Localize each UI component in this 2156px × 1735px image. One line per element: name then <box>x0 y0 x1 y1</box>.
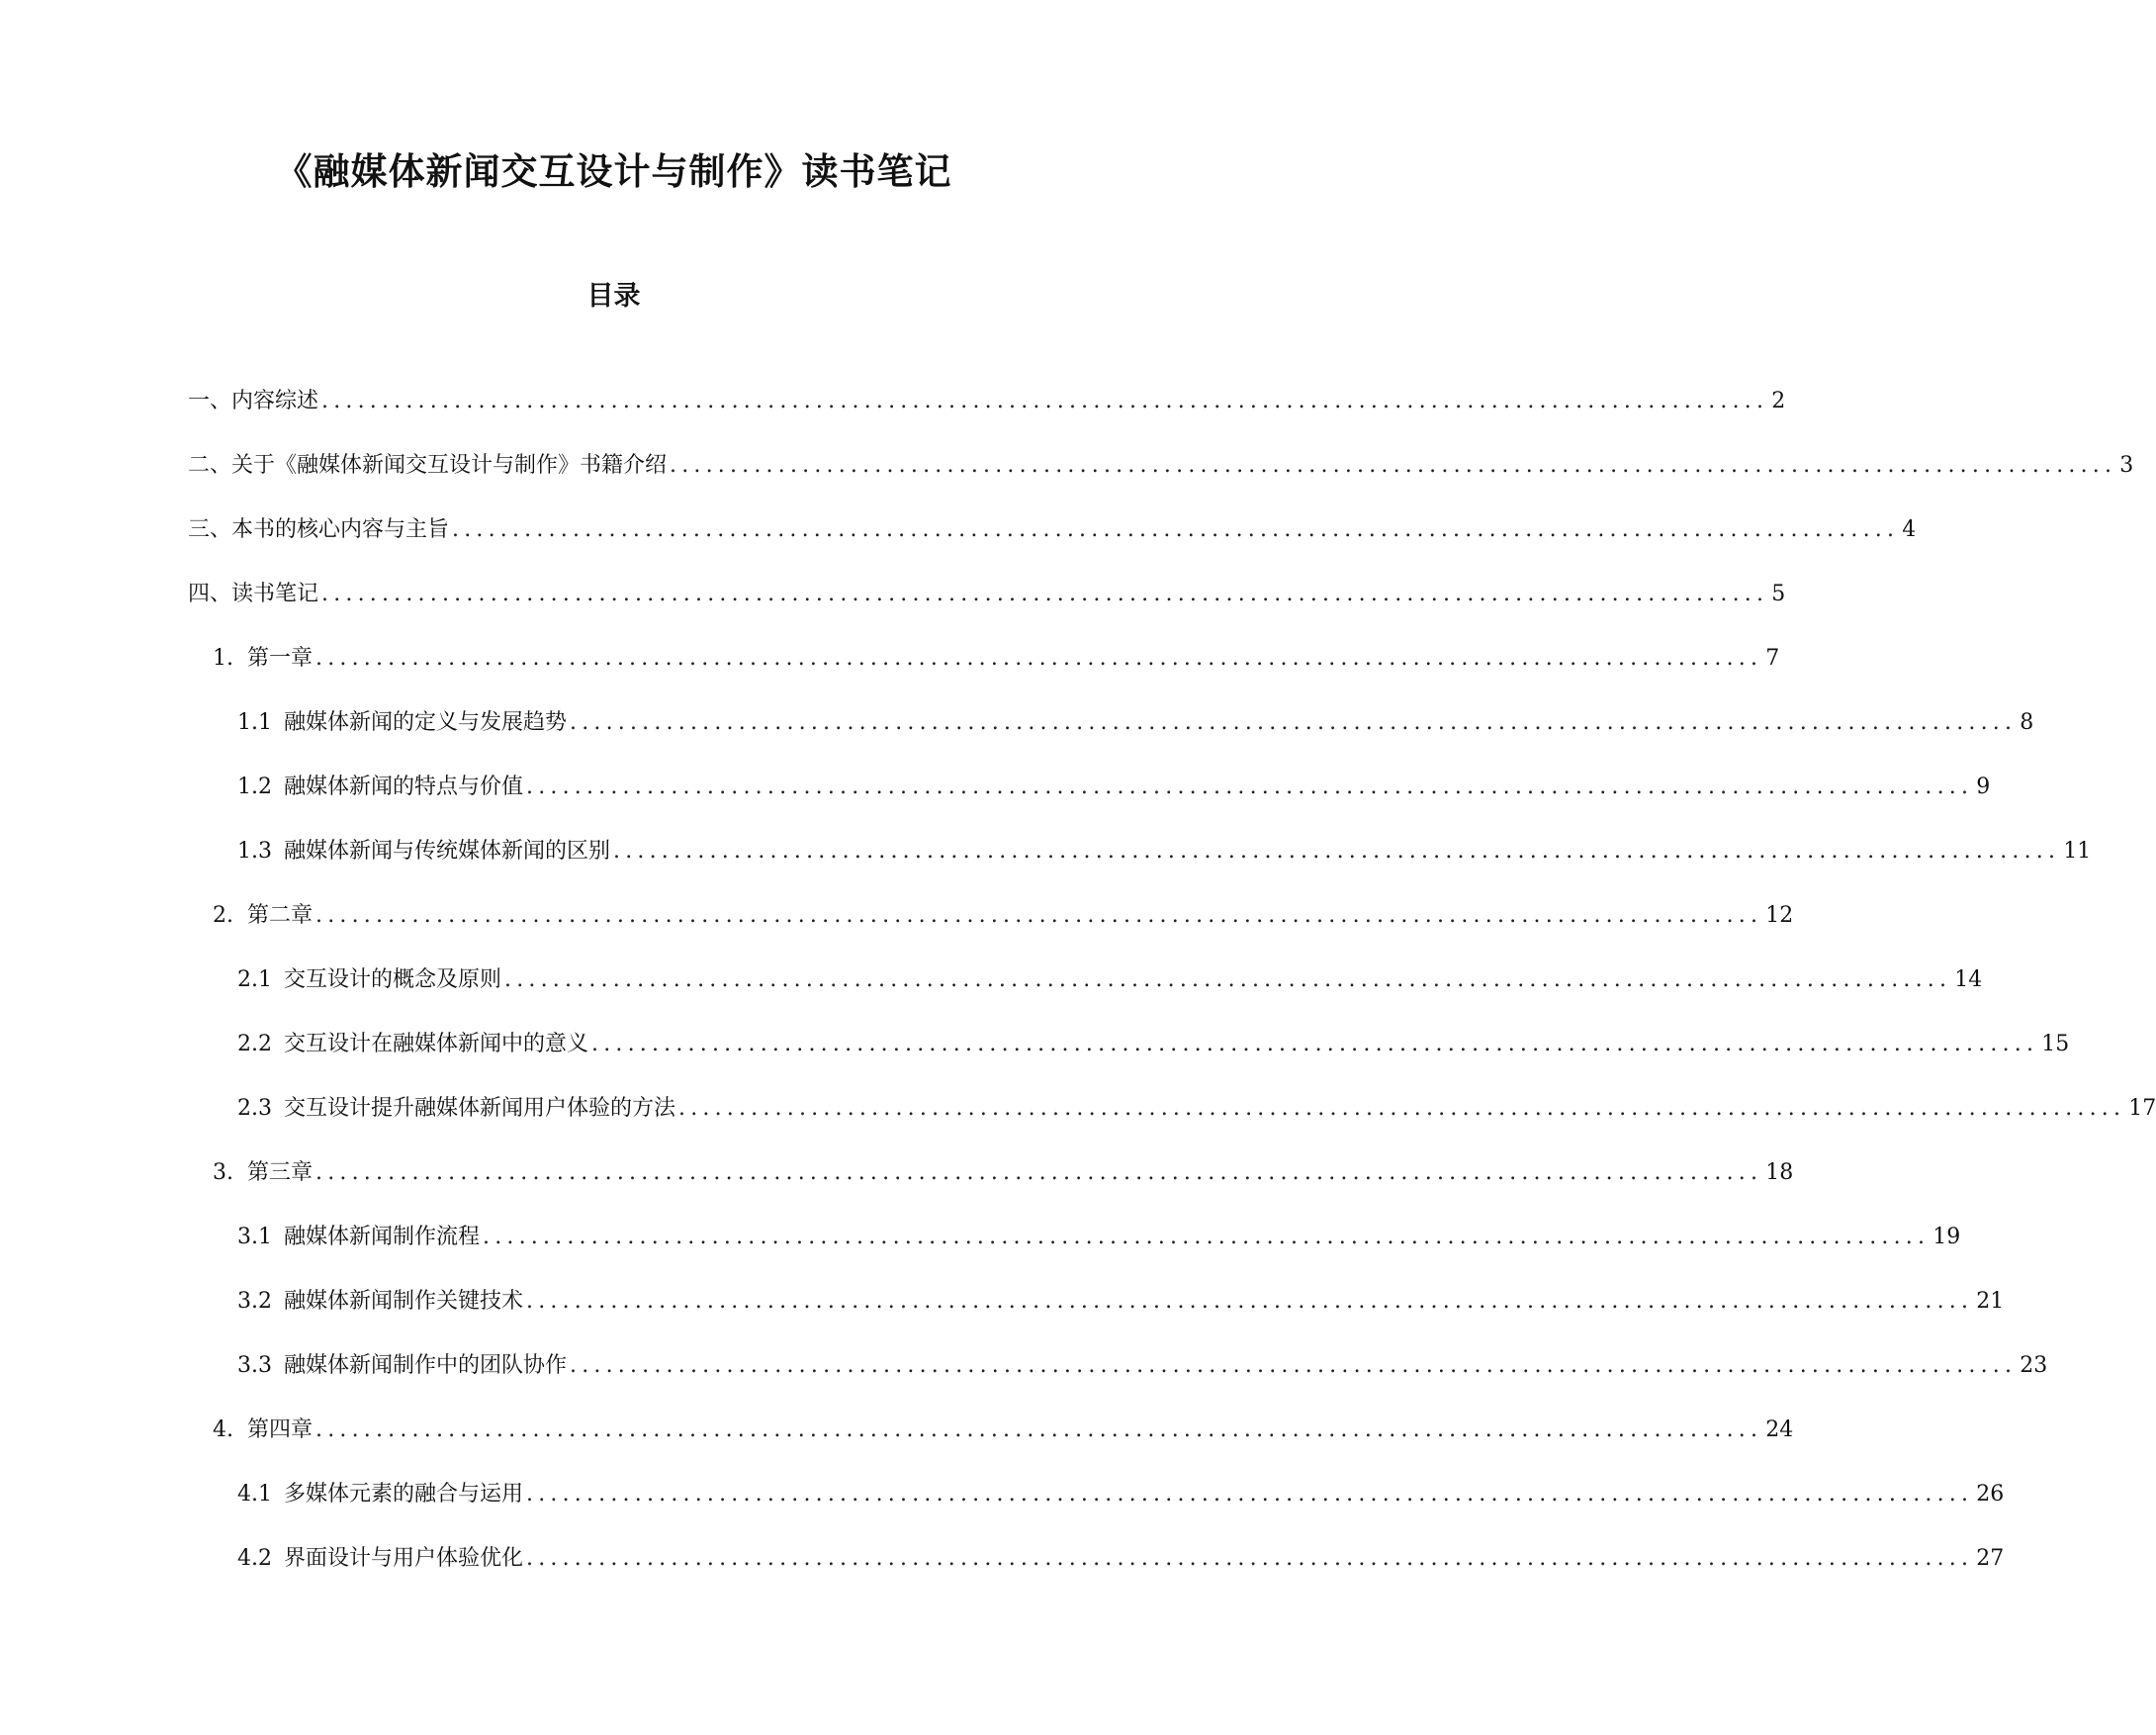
toc-entry-label: 四、读书笔记 <box>188 582 319 606</box>
toc-dot-leader: ........................................................................................................................ <box>570 1353 2018 1378</box>
toc-entry-label: 二、关于《融媒体新闻交互设计与制作》书籍介绍 <box>188 453 668 478</box>
toc-entry[interactable] <box>0 1023 2070 1087</box>
toc-entry-text: 交互设计的概念及原则 <box>284 967 502 992</box>
toc-entry-label: 三、本书的核心内容与主旨 <box>188 517 450 542</box>
toc-entry-text: 融媒体新闻制作流程 <box>284 1225 481 1249</box>
toc-entry-label <box>237 1023 588 1066</box>
toc-dot-leader: ........................................................................................................................ <box>315 903 1763 928</box>
toc-dot-leader: ........................................................................................................................ <box>591 1032 2039 1056</box>
toc-entry-number: 4.2 <box>237 1546 272 1571</box>
toc-dot-leader: ........................................................................................................................ <box>526 1289 1974 1314</box>
toc-page-number: 2 <box>1771 389 1786 413</box>
toc-entry-number: 1.1 <box>237 710 272 735</box>
toc-dot-leader: ........................................................................................................................ <box>321 389 1769 413</box>
toc-entry-number: 3.3 <box>237 1353 272 1378</box>
toc-entry-number: 3. <box>213 1160 233 1185</box>
toc-page-number: 24 <box>1765 1417 1794 1442</box>
toc-page-number: 27 <box>1976 1546 2005 1571</box>
toc-entry[interactable] <box>0 1280 2005 1344</box>
toc-page-number: 5 <box>1771 582 1786 606</box>
toc-page-number: 14 <box>1954 967 1983 992</box>
toc-entry[interactable] <box>0 830 2092 894</box>
toc-entry-text: 融媒体新闻的特点与价值 <box>284 775 524 799</box>
toc-entry[interactable] <box>0 508 1917 573</box>
toc-entry-label <box>213 894 313 938</box>
toc-entry-number: 2.3 <box>237 1096 272 1121</box>
toc-page-number: 19 <box>1932 1225 1961 1249</box>
toc-dot-leader: ........................................................................................................................ <box>452 517 1900 542</box>
toc-dot-leader: ........................................................................................................................ <box>315 1417 1763 1442</box>
toc-entry-text: 第四章 <box>247 1417 314 1442</box>
toc-entry[interactable] <box>0 766 1991 830</box>
toc-entry-number: 1. <box>213 646 233 671</box>
toc-entry-label <box>237 766 523 809</box>
toc-entry[interactable] <box>0 894 1794 959</box>
toc-page-number: 3 <box>2119 453 2134 478</box>
toc-dot-leader: ........................................................................................................................ <box>670 453 2117 478</box>
toc-entry-label <box>213 1151 313 1195</box>
toc-dot-leader: ........................................................................................................................ <box>678 1096 2126 1121</box>
toc-page-number: 23 <box>2020 1353 2048 1378</box>
toc-entry-text: 多媒体元素的融合与运用 <box>284 1482 524 1507</box>
toc-dot-leader: ........................................................................................................................ <box>613 839 2061 864</box>
toc-entry[interactable] <box>0 1409 1794 1473</box>
toc-entry-label <box>213 637 313 681</box>
toc-entry-text: 融媒体新闻制作中的团队协作 <box>284 1353 568 1378</box>
toc-dot-leader: ........................................................................................................................ <box>526 1482 1974 1507</box>
toc-entry[interactable] <box>0 959 1983 1023</box>
toc-dot-leader: ........................................................................................................................ <box>526 1546 1974 1571</box>
toc-page-number: 9 <box>1976 775 1991 799</box>
toc-entry[interactable] <box>0 573 1786 637</box>
toc-entry-text: 交互设计在融媒体新闻中的意义 <box>284 1032 589 1056</box>
toc-page-number: 21 <box>1976 1289 2005 1314</box>
toc-dot-leader: ........................................................................................................................ <box>315 646 1763 671</box>
toc-entry[interactable] <box>0 1537 2005 1601</box>
toc-page-number: 26 <box>1976 1482 2005 1507</box>
toc-page-number: 17 <box>2128 1096 2156 1121</box>
toc-entry-label <box>237 1087 675 1131</box>
toc-heading: 目录 <box>586 281 641 312</box>
toc-page-number: 11 <box>2063 839 2092 864</box>
toc-entry-label <box>237 959 501 1002</box>
toc-entry[interactable] <box>0 701 2034 766</box>
toc-entry-number: 1.2 <box>237 775 272 799</box>
toc-dot-leader: ........................................................................................................................ <box>504 967 1952 992</box>
toc-entry[interactable] <box>0 1087 2156 1151</box>
toc-dot-leader: ........................................................................................................................ <box>315 1160 1763 1185</box>
toc-entry[interactable] <box>0 444 2134 508</box>
toc-page-number: 12 <box>1765 903 1794 928</box>
toc-entry-number: 4. <box>213 1417 233 1442</box>
toc-entry-text: 融媒体新闻的定义与发展趋势 <box>284 710 568 735</box>
toc-entry-label <box>213 1409 313 1452</box>
toc-page-number: 15 <box>2041 1032 2070 1056</box>
toc-entry-text: 融媒体新闻与传统媒体新闻的区别 <box>284 839 611 864</box>
toc-entry[interactable] <box>0 1216 1961 1280</box>
toc-entry-label <box>237 1473 523 1516</box>
toc-dot-leader: ........................................................................................................................ <box>526 775 1974 799</box>
toc-dot-leader: ........................................................................................................................ <box>483 1225 1931 1249</box>
toc-entry[interactable] <box>0 637 1780 701</box>
toc-entry-label: 一、内容综述 <box>188 389 319 413</box>
toc-entry-text: 交互设计提升融媒体新闻用户体验的方法 <box>284 1096 676 1121</box>
toc-dot-leader: ........................................................................................................................ <box>570 710 2018 735</box>
toc-entry-text: 融媒体新闻制作关键技术 <box>284 1289 524 1314</box>
toc-entry-number: 3.2 <box>237 1289 272 1314</box>
toc-entry[interactable] <box>0 380 1786 444</box>
toc-entry-number: 1.3 <box>237 839 272 864</box>
toc-entry-label <box>237 830 610 873</box>
toc-page-number: 18 <box>1765 1160 1794 1185</box>
toc-entry-text: 第二章 <box>247 903 314 928</box>
toc-entry-text: 界面设计与用户体验优化 <box>284 1546 524 1571</box>
toc-entry-label <box>237 1344 567 1388</box>
toc-entry-number: 2.1 <box>237 967 272 992</box>
toc-dot-leader: ........................................................................................................................ <box>321 582 1769 606</box>
toc-entry-number: 3.1 <box>237 1225 272 1249</box>
toc-page-number: 8 <box>2020 710 2034 735</box>
toc-entry-label <box>237 1280 523 1324</box>
toc-entry-label <box>237 1216 480 1259</box>
toc-entry-label <box>237 1537 523 1581</box>
toc-entry[interactable] <box>0 1473 2005 1537</box>
toc-entry-label <box>237 701 567 745</box>
document-title: 《融媒体新闻交互设计与制作》读书笔记 <box>275 149 952 193</box>
toc-entry-text: 第一章 <box>247 646 314 671</box>
table-of-contents <box>0 380 2156 1601</box>
toc-entry[interactable] <box>0 1151 1794 1216</box>
toc-entry-number: 4.1 <box>237 1482 272 1507</box>
toc-entry-text: 第三章 <box>247 1160 314 1185</box>
toc-page-number: 4 <box>1902 517 1917 542</box>
toc-entry[interactable] <box>0 1344 2048 1409</box>
toc-page-number: 7 <box>1765 646 1780 671</box>
toc-entry-number: 2. <box>213 903 233 928</box>
toc-entry-number: 2.2 <box>237 1032 272 1056</box>
